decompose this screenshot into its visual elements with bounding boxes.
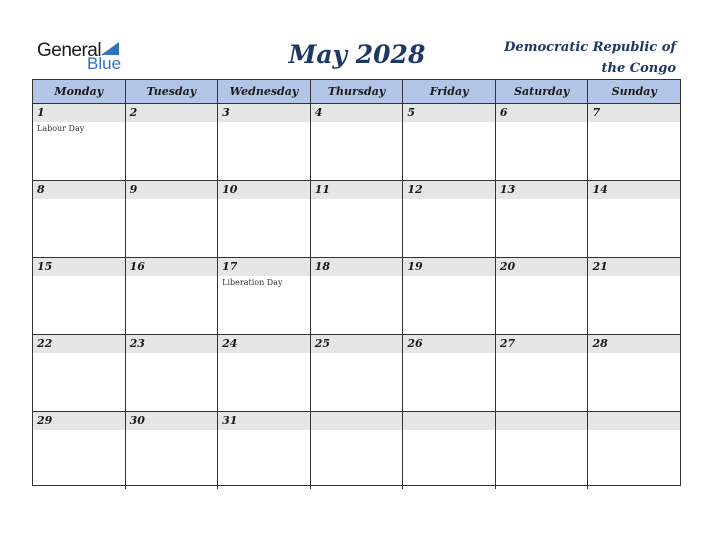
day-number: 6 [499,106,508,119]
day-cell [126,258,219,334]
day-cell [126,335,219,411]
day-cell [496,181,589,257]
day-number: 18 [314,260,331,273]
day-number: 26 [407,337,423,350]
day-number-band [126,104,218,122]
day-number-band [496,104,588,122]
day-number: 22 [37,337,53,350]
weekday-saturday: Saturday [496,80,589,103]
day-number-band [588,412,680,430]
day-cell [311,335,404,411]
day-cell [218,412,311,489]
weekday-monday: Monday [33,80,126,103]
day-number-band [496,412,588,430]
week-row [33,181,680,258]
day-number: 20 [499,260,516,273]
day-number: 11 [314,183,331,196]
weekday-tuesday: Tuesday [126,80,219,103]
day-number: 10 [222,183,238,196]
day-cell [126,412,219,489]
day-number-band [126,181,218,199]
day-number: 2 [129,106,138,119]
day-cell [496,335,589,411]
day-number-band [218,104,310,122]
weekday-friday: Friday [403,80,496,103]
weekday-thursday: Thursday [311,80,404,103]
day-number: 19 [407,260,423,273]
day-number: 23 [129,337,145,350]
day-cell [126,181,219,257]
day-number: 7 [592,106,601,119]
day-number: 9 [129,183,138,196]
day-number: 12 [407,183,423,196]
logo-general-text: General [37,40,102,61]
country-line-2: the Congo [601,61,676,76]
country-name [486,37,676,79]
day-cell [403,104,496,180]
day-cell [588,335,680,411]
logo-blue-text: Blue [87,54,122,73]
week-row [33,104,680,181]
day-number: 28 [592,337,608,350]
day-cell [33,335,126,411]
day-cell [218,258,311,334]
day-cell [496,258,589,334]
day-cell [403,412,496,489]
weekday-wednesday: Wednesday [218,80,311,103]
day-cell [218,104,311,180]
day-number-band [403,104,495,122]
day-number: 8 [37,183,45,196]
holiday-label: Liberation Day [222,278,283,287]
day-cell [311,181,404,257]
day-cell [588,181,680,257]
day-number: 27 [499,337,516,350]
day-cell [126,104,219,180]
weeks-container [33,104,680,489]
day-number: 16 [129,260,145,273]
day-number-band [33,181,125,199]
calendar-grid [32,79,681,486]
day-number: 31 [222,414,238,427]
day-number: 13 [499,183,516,196]
day-number: 1 [37,106,45,119]
calendar-title: May 2028 [288,40,426,69]
day-cell [33,258,126,334]
day-number: 30 [129,414,145,427]
country-line-1: Democratic Republic of [504,40,676,55]
day-number: 4 [314,106,323,119]
day-cell [311,412,404,489]
day-number-band [311,104,403,122]
day-cell [403,258,496,334]
day-cell [311,104,404,180]
day-cell [218,335,311,411]
day-number: 5 [407,106,415,119]
holiday-label: Labour Day [37,124,85,133]
day-number-band [33,104,125,122]
day-cell [403,181,496,257]
week-row [33,412,680,489]
day-number: 15 [37,260,53,273]
day-number: 29 [37,414,53,427]
day-number-band [403,412,495,430]
week-row [33,258,680,335]
day-cell [218,181,311,257]
day-cell [311,258,404,334]
day-number: 3 [222,106,230,119]
day-number: 21 [592,260,608,273]
day-number-band [311,412,403,430]
week-row [33,335,680,412]
day-cell [496,104,589,180]
day-cell [33,181,126,257]
day-cell [588,104,680,180]
day-number: 24 [222,337,238,350]
day-number: 25 [314,337,331,350]
day-cell [33,104,126,180]
weekday-header-row [33,80,680,104]
weekday-sunday: Sunday [611,85,657,98]
day-number: 14 [592,183,608,196]
day-cell [33,412,126,489]
generalblue-logo [37,40,132,74]
day-number: 17 [222,260,238,273]
day-cell [588,412,680,489]
day-cell [496,412,589,489]
day-cell [588,258,680,334]
day-number-band [588,104,680,122]
day-cell [403,335,496,411]
